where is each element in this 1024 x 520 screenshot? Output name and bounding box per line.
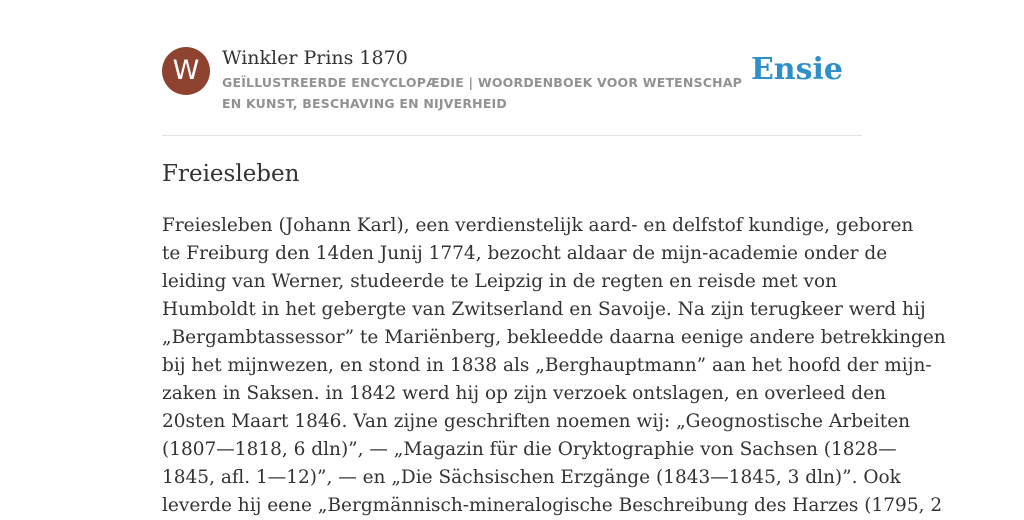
- article-line: Humboldt in het gebergte van Zwitserland en Savoije. Na zijn terugkeer werd hij: [162, 299, 926, 320]
- avatar[interactable]: W: [162, 47, 210, 95]
- source-subtitle: GEÏLLUSTREERDE ENCYCLOPÆDIE | WOORDENBOEK VOOR WETENSCHAP EN KUNST, BESCHAVING EN NIJVERHEID: [222, 75, 743, 111]
- source-title[interactable]: Winkler Prins 1870: [222, 47, 408, 69]
- article-line: bij het mijnwezen, en stond in 1838 als „Berghauptmann” aan het hoofd der mijn-: [162, 355, 932, 376]
- article-title: Freiesleben: [162, 161, 300, 187]
- article-line: leiding van Werner, studeerde te Leipzig in de regten en reisde met von: [162, 271, 838, 292]
- source-header: [162, 46, 862, 116]
- article-line: „Bergambtassessor” te Mariënberg, bekleedde daarna eenige andere betrekkingen: [162, 327, 946, 348]
- article-body: [162, 212, 946, 516]
- article-line: 20sten Maart 1846. Van zijne geschriften noemen wij: „Geognostische Arbeiten: [162, 411, 911, 432]
- article-line: leverde hij eene „Bergmännisch-mineralogische Beschreibung des Harzes (1795, 2: [162, 495, 943, 516]
- article-line: (1807—1818, 6 dln)”, — „Magazin für die Oryktographie von Sachsen (1828—: [162, 439, 897, 460]
- article-line: 1845, afl. 1—12)”, — en „Die Sächsischen Erzgänge (1843—1845, 3 dln)”. Ook: [162, 467, 901, 488]
- brand-logo[interactable]: Ensie: [750, 52, 843, 87]
- article-line: Freiesleben (Johann Karl), een verdienstelijk aard- en delfstof kundige, geboren: [162, 215, 914, 236]
- article-line: zaken in Saksen. in 1842 werd hij op zijn verzoek ontslagen, en overleed den: [162, 383, 886, 404]
- divider: [162, 135, 862, 136]
- article-line: te Freiburg den 14den Junij 1774, bezocht aldaar de mijn-academie onder de: [162, 243, 888, 264]
